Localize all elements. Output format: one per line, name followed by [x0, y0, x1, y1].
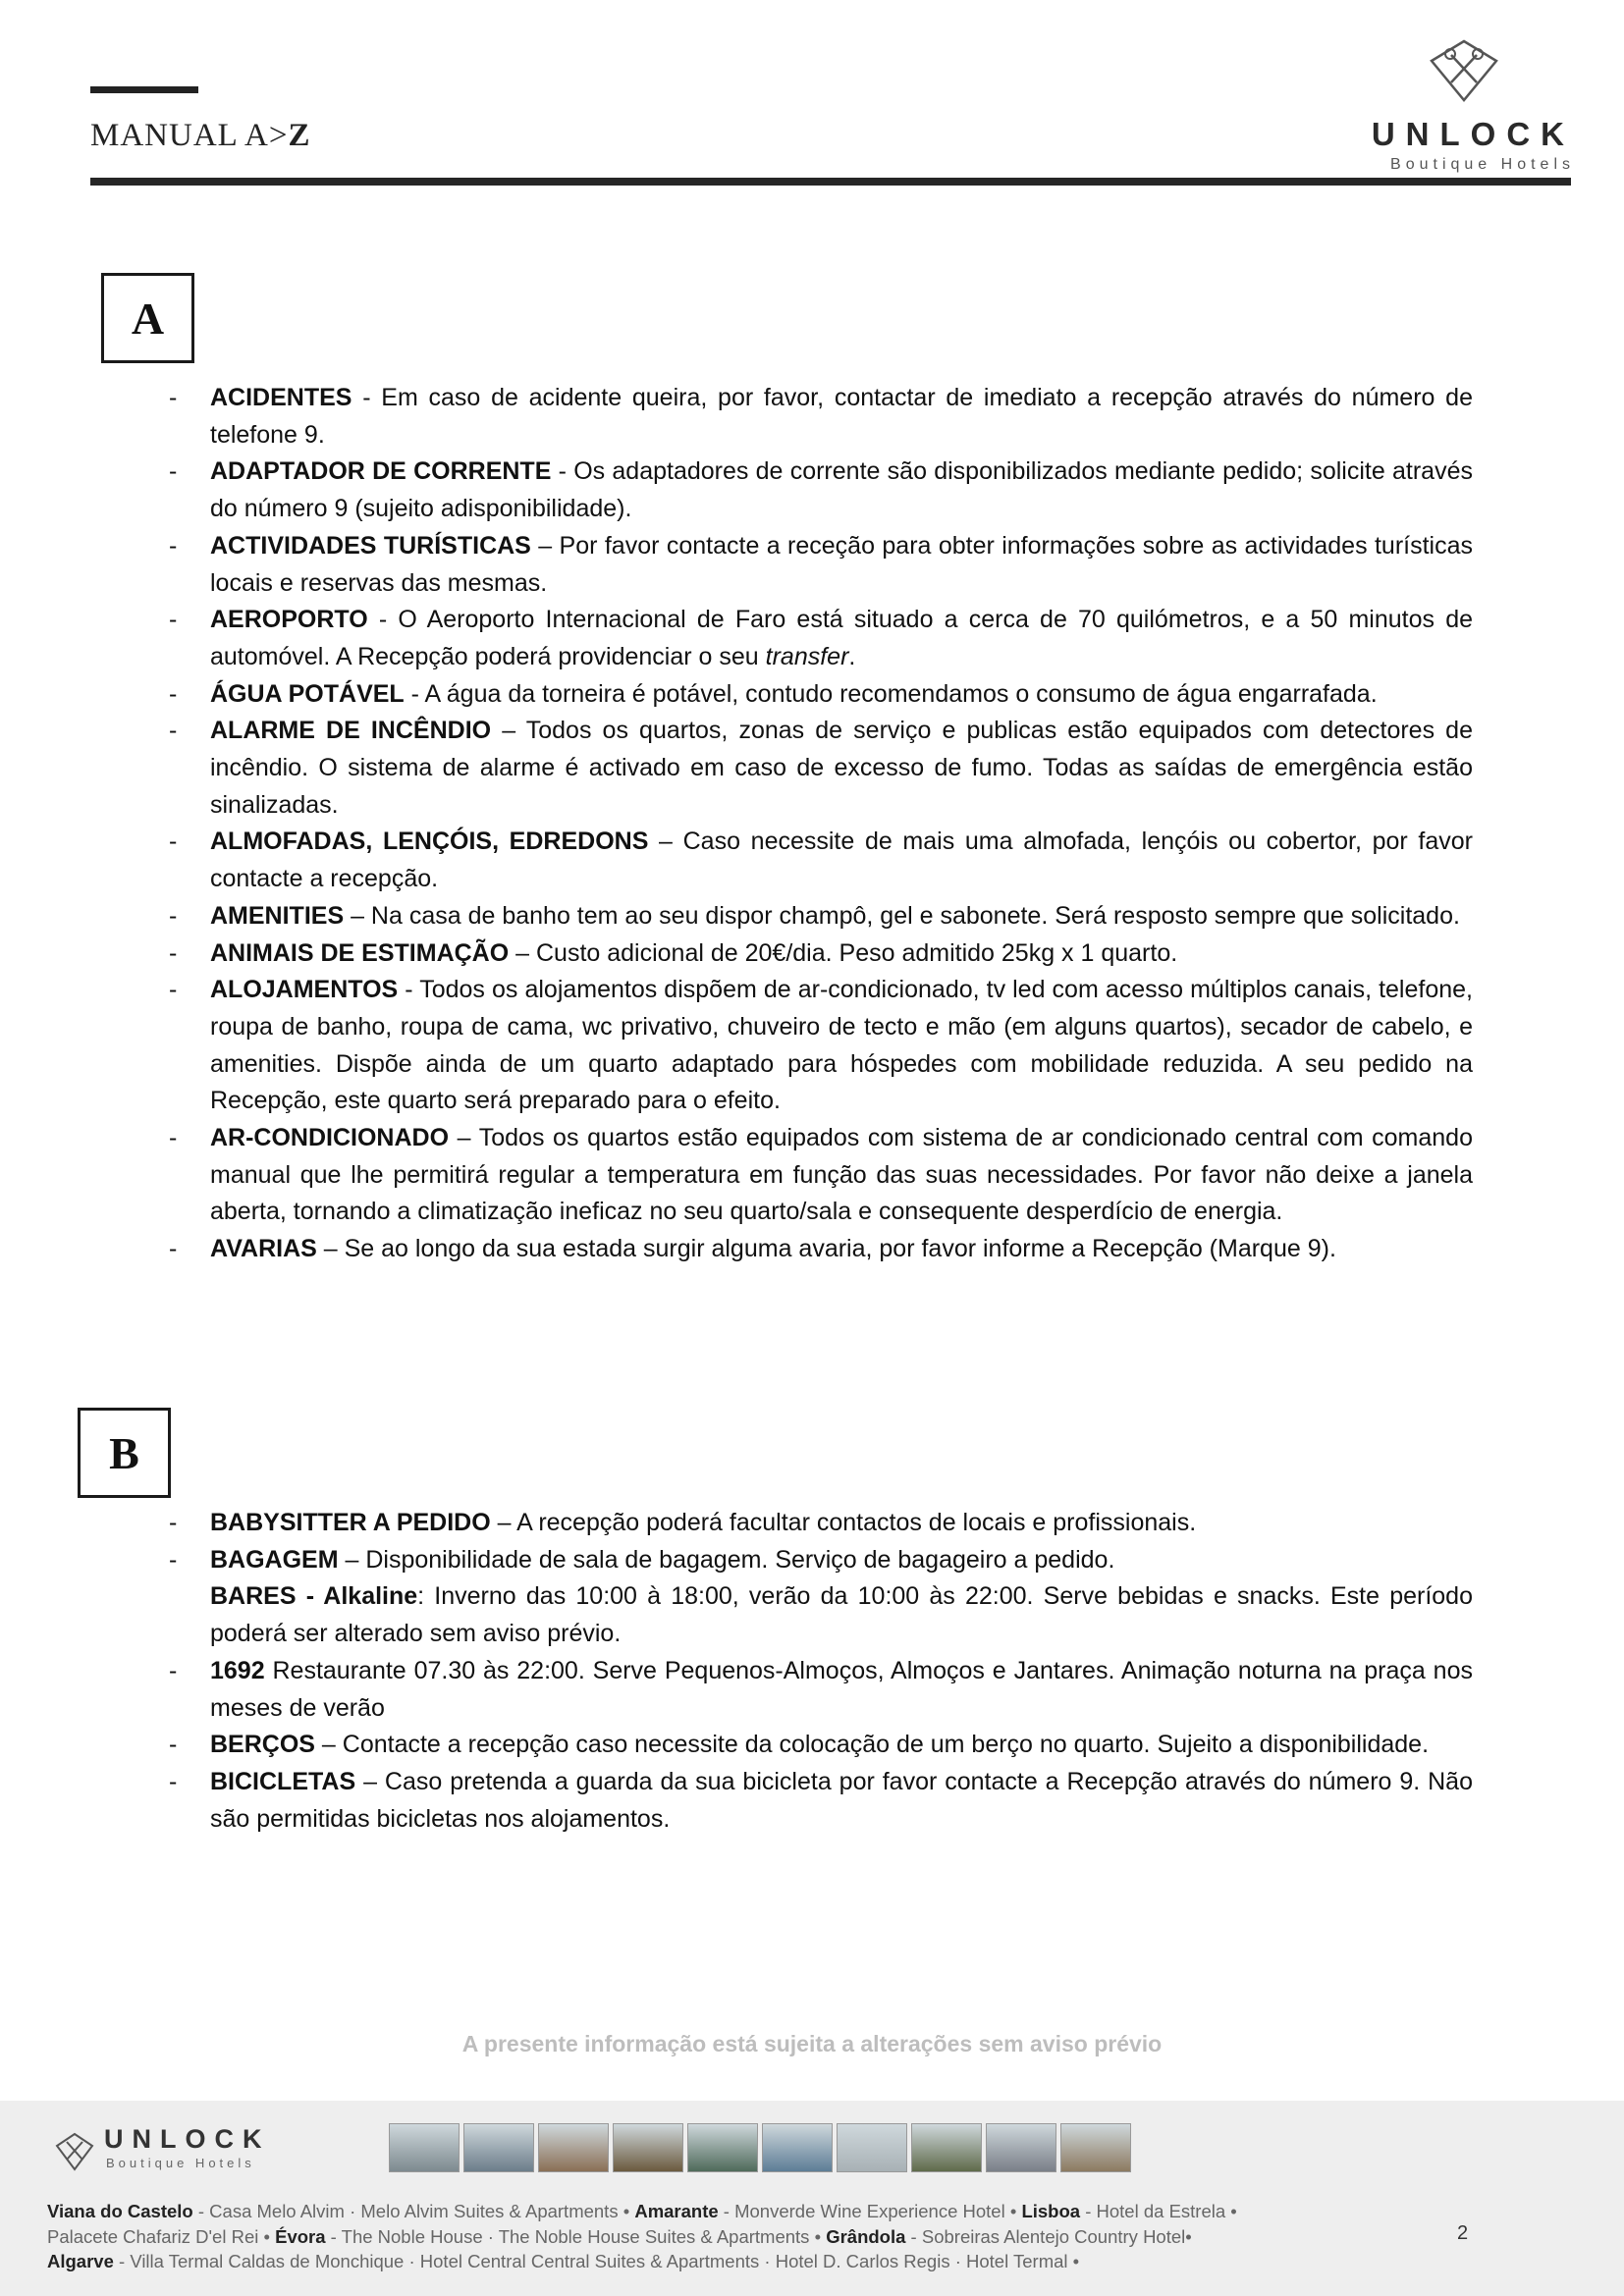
list-item: [167, 528, 1473, 602]
entry-term: BICICLETAS: [210, 1767, 356, 1795]
entry-text: – A recepção poderá facultar contactos de locais e profissionais.: [490, 1509, 1197, 1536]
list-dash: -: [169, 1509, 178, 1536]
unlock-keys-logo-icon: [1430, 39, 1498, 102]
list-item: [167, 972, 1473, 1120]
entry-text: : Inverno das 10:00 à 18:00, verão da 10:00 às 22:00. Serve bebidas e snacks. Este período poderá ser alterado sem aviso prévio.: [210, 1582, 1473, 1648]
entry-term: ALARME DE INCÊNDIO: [210, 717, 492, 745]
entry-text: – Se ao longo da sua estada surgir alguma avaria, por favor informe a Recepção (Marque 9).: [316, 1235, 1336, 1263]
list-dash: -: [169, 531, 178, 560]
footer-location-line: [47, 2224, 1520, 2250]
section-letter-b: B: [78, 1408, 171, 1498]
hotel-locations-list: [47, 2199, 1520, 2274]
list-item: [167, 898, 1473, 935]
footer-region: Amarante: [634, 2201, 719, 2221]
list-item: [167, 1505, 1473, 1542]
entry-term: AMENITIES: [210, 901, 345, 930]
entry-text: - Em caso de acidente queira, por favor, contactar de imediato a recepção através do número de telefone 9.: [210, 384, 1473, 449]
footer-hotels: - Sobreiras Alentejo Country Hotel•: [905, 2225, 1192, 2247]
entry-text: Restaurante 07.30 às 22:00. Serve Pequenos-Almoços, Almoços e Jantares. Animação noturna na praça nos meses de verão: [210, 1656, 1473, 1722]
entry-text: - O Aeroporto Internacional de Faro está situado a cerca de 70 quilómetros, e a 50 minutos de automóvel. A Recepção poderá providenciar o seu: [210, 606, 1473, 670]
footer-brand-subtitle: Boutique Hotels: [106, 2156, 255, 2170]
list-dash: -: [169, 457, 178, 486]
list-dash: -: [169, 1235, 178, 1263]
list-item: [167, 1231, 1473, 1268]
header-divider: [90, 178, 1571, 186]
entry-term: ACTIVIDADES TURÍSTICAS: [210, 531, 531, 560]
list-item: [167, 676, 1473, 714]
hotel-thumbnail: [986, 2123, 1056, 2172]
entry-term: ANIMAIS DE ESTIMAÇÃO: [210, 938, 510, 967]
footer-region: Grândola: [826, 2225, 906, 2247]
list-dash: -: [169, 1731, 178, 1759]
hotel-thumbnail: [463, 2123, 534, 2172]
entry-term: ALMOFADAS, LENÇÓIS, EDREDONS: [210, 828, 649, 856]
list-dash: -: [169, 679, 178, 708]
hotel-thumbnail: [911, 2123, 982, 2172]
list-dash: -: [169, 717, 178, 745]
list-dash: -: [169, 1124, 178, 1152]
list-item: [167, 1542, 1473, 1579]
entry-term: BERÇOS: [210, 1731, 315, 1759]
entry-term: 1692: [210, 1656, 265, 1684]
header-accent-bar: [90, 86, 198, 93]
hotel-thumbnail: [613, 2123, 683, 2172]
list-dash: -: [169, 976, 178, 1004]
entry-text: - Os adaptadores de corrente são disponibilizados mediante pedido; solicite através do número 9 (sujeito adisponibilidade).: [210, 457, 1473, 523]
entry-text: – Todos os quartos, zonas de serviço e publicas estão equipados com detectores de incêndio. O sistema de alarme é activado em caso de excesso de fumo. Todas as saídas de emergência estão sinalizadas.: [210, 717, 1473, 819]
entry-text: – Todos os quartos estão equipados com sistema de ar condicionado central com comando manual que lhe permitirá regular a temperatura em função das suas necessidades. Por favor não deixe a janela aberta, tornando a climatização ineficaz no seu quarto/sala e consequente desperdício de energia.: [210, 1124, 1473, 1226]
footer-hotels: - Villa Termal Caldas de Monchique · Hotel Central Central Suites & Apartments · Hotel D. Carlos Regis · Hotel Termal •: [113, 2251, 1080, 2271]
disclaimer-text: A presente informação está sujeita a alterações sem aviso prévio: [461, 2031, 1163, 2056]
list-item: [167, 602, 1473, 675]
list-dash: -: [169, 828, 178, 856]
hotel-thumbnail: [1060, 2123, 1131, 2172]
entry-term: BABYSITTER A PEDIDO: [210, 1509, 491, 1536]
list-item: [167, 935, 1473, 973]
entry-text: – Contacte a recepção caso necessite da colocação de um berço no quarto. Sujeito a disponibilidade.: [314, 1731, 1430, 1759]
entry-term: BAGAGEM: [210, 1545, 339, 1574]
list-item: [167, 1120, 1473, 1231]
list-dash: -: [169, 901, 178, 930]
list-item: [167, 380, 1473, 454]
hotel-photo-strip: [389, 2123, 1131, 2172]
list-item: [167, 1578, 1473, 1652]
brand-name: UNLOCK: [1371, 116, 1575, 152]
page-title: MANUAL A>Z: [90, 118, 311, 153]
page-number: 2: [1457, 2222, 1469, 2244]
list-item: [167, 824, 1473, 897]
hotel-thumbnail: [687, 2123, 758, 2172]
footer-region: Évora: [275, 2225, 326, 2247]
list-dash: -: [169, 1545, 178, 1574]
entry-term: BARES - Alkaline: [210, 1582, 418, 1611]
list-dash: -: [169, 1767, 178, 1795]
list-item: [167, 1764, 1473, 1838]
entry-term: AR-CONDICIONADO: [210, 1124, 450, 1152]
entry-text: - Todos os alojamentos dispõem de ar-condicionado, tv led com acesso múltiplos canais, telefone, roupa de banho, roupa de cama, wc privativo, chuveiro de tecto e mão (em alguns quartos), secador de cabelo, e amenities. Dispõe ainda de um quarto adaptado para hóspedes com mobilidade reduzida. A seu pedido na Recepção, este quarto será preparado para o efeito.: [210, 976, 1473, 1115]
entry-text: – Caso necessite de mais uma almofada, lençóis ou cobertor, por favor contacte a recepção.: [210, 828, 1473, 893]
entry-text: – Custo adicional de 20€/dia. Peso admitido 25kg x 1 quarto.: [509, 938, 1178, 967]
footer-location-line: [47, 2249, 1520, 2274]
entry-term: ÁGUA POTÁVEL: [210, 679, 405, 708]
section-letter-a: A: [101, 273, 194, 363]
entry-term: AEROPORTO: [210, 606, 368, 634]
brand-subtitle: Boutique Hotels: [1390, 156, 1575, 173]
entry-term: AVARIAS: [210, 1235, 317, 1263]
section-a-entries: [167, 380, 1473, 1268]
entry-term: ADAPTADOR DE CORRENTE: [210, 457, 552, 486]
footer-hotels: - Casa Melo Alvim · Melo Alvim Suites & Apartments •: [192, 2201, 635, 2221]
hotel-thumbnail: [389, 2123, 460, 2172]
footer-keys-logo-icon: [55, 2132, 94, 2171]
footer-location-line: [47, 2199, 1520, 2224]
list-dash: -: [169, 606, 178, 634]
footer-hotels: - The Noble House · The Noble House Suites & Apartments •: [325, 2225, 827, 2247]
footer-hotels: - Hotel da Estrela •: [1080, 2201, 1237, 2221]
list-dash: -: [169, 938, 178, 967]
footer-brand-name: UNLOCK: [104, 2124, 271, 2154]
entry-text: – Na casa de banho tem ao seu dispor champô, gel e sabonete. Será resposto sempre que solicitado.: [344, 901, 1460, 930]
footer-region: Lisboa: [1021, 2201, 1081, 2221]
section-b-entries: [167, 1505, 1473, 1838]
hotel-thumbnail: [837, 2123, 907, 2172]
footer-region: Viana do Castelo: [47, 2201, 193, 2221]
footer-hotels: - Monverde Wine Experience Hotel •: [718, 2201, 1022, 2221]
entry-text: – Disponibilidade de sala de bagagem. Serviço de bagageiro a pedido.: [338, 1545, 1115, 1574]
entry-italic-text: transfer: [765, 642, 849, 670]
hotel-thumbnail: [538, 2123, 609, 2172]
entry-text: - A água da torneira é potável, contudo recomendamos o consumo de água engarrafada.: [404, 679, 1378, 708]
entry-tail: .: [848, 642, 856, 670]
list-item: [167, 1727, 1473, 1764]
list-item: [167, 713, 1473, 824]
entry-term: ACIDENTES: [210, 384, 352, 411]
hotel-thumbnail: [762, 2123, 833, 2172]
list-item: [167, 1653, 1473, 1727]
entry-text: – Por favor contacte a receção para obter informações sobre as actividades turísticas locais e reservas das mesmas.: [210, 531, 1473, 597]
list-dash: -: [169, 384, 178, 411]
entry-term: ALOJAMENTOS: [210, 976, 399, 1004]
footer-hotels: Palacete Chafariz D'el Rei •: [47, 2225, 276, 2247]
entry-text: – Caso pretenda a guarda da sua bicicleta por favor contacte a Recepção através do número 9. Não são permitidas bicicletas nos alojamentos.: [210, 1767, 1473, 1833]
footer-region: Algarve: [47, 2251, 114, 2271]
list-dash: -: [169, 1656, 178, 1684]
list-item: [167, 454, 1473, 527]
